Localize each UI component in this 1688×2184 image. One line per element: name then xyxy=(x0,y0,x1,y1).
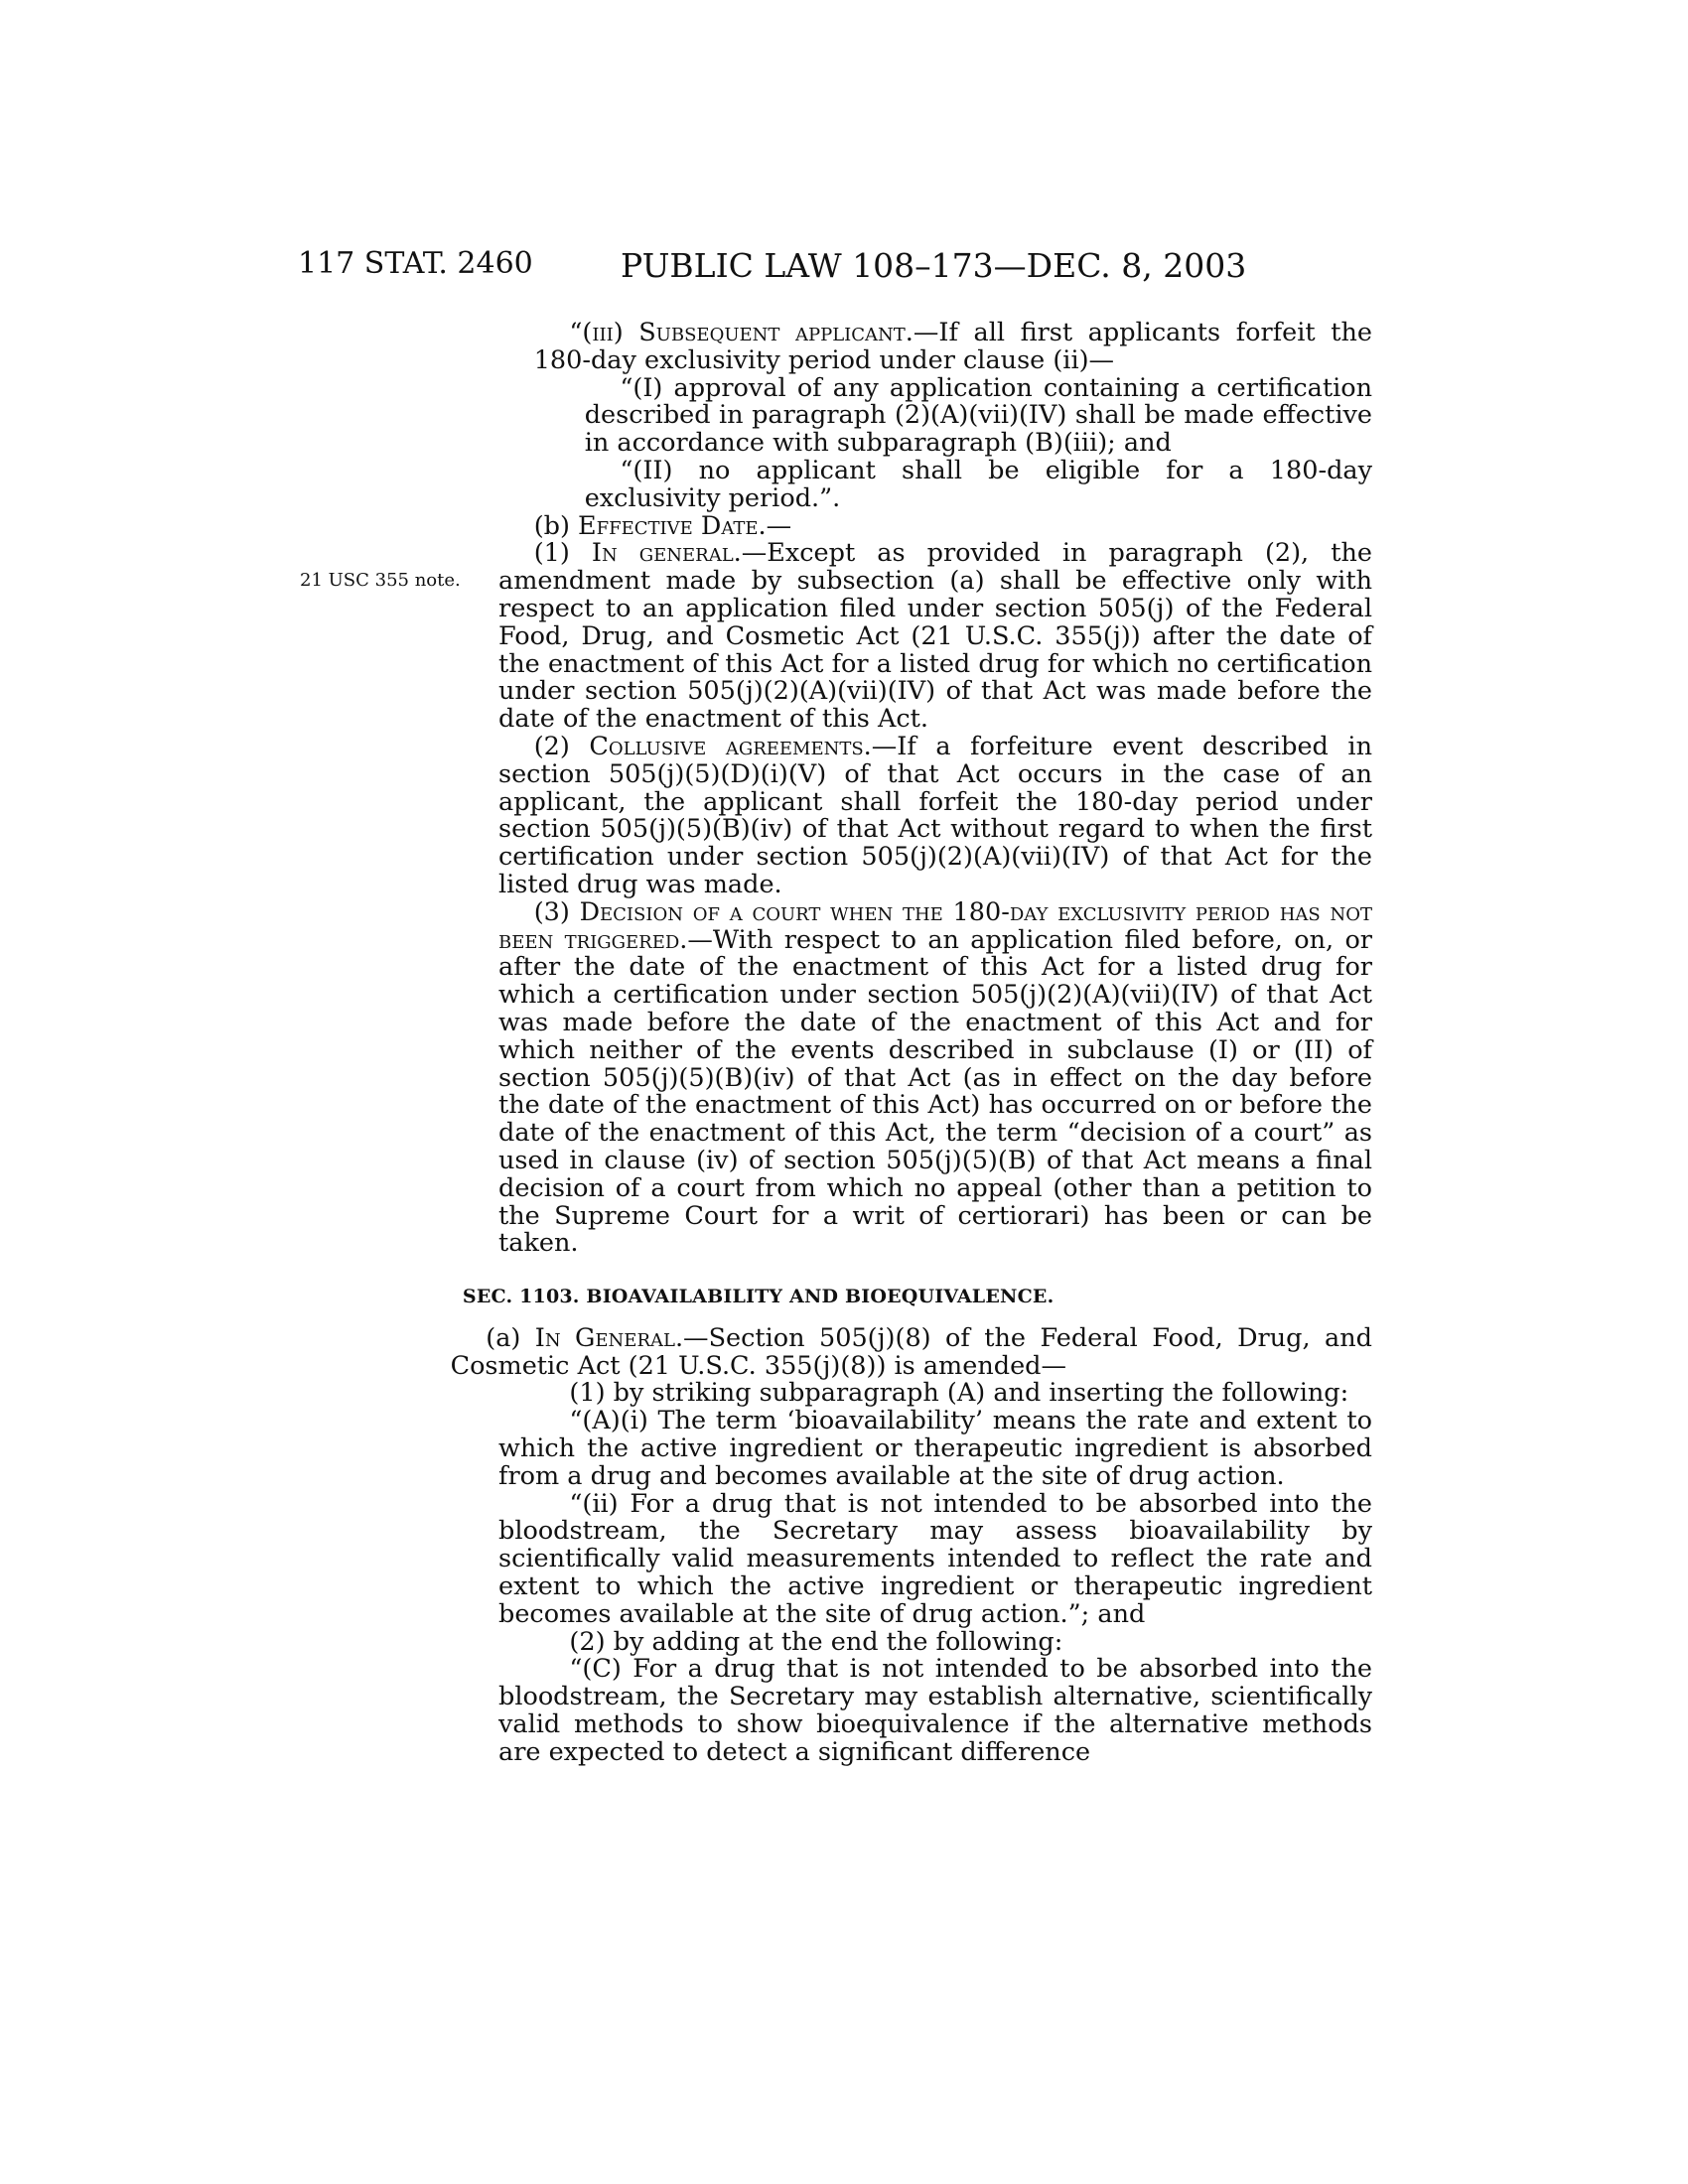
paragraph-lead: Collusive agreements.— xyxy=(589,731,898,761)
clause-lead: “(iii) Subsequent applicant.— xyxy=(569,318,939,347)
paragraph-3-decision-of-court xyxy=(498,896,1373,1259)
bioavailability-definition-ii: “(ii) For a drug that is not intended to be absorbed into the bloodstream, the Secretary may assess bioavailability by scientifically valid measurements intended to reflect the rate and extent to which the active ingredient or therapeutic ingredient becomes available at the site of drug action.”; and xyxy=(498,1488,1372,1629)
paragraph-prefix: (2) xyxy=(533,731,590,761)
paragraph-text: If a forfeiture event described in section 505(j)(5)(D)(i)(V) of that Act occurs in the case of an applicant, the applicant shall forfeit the 180-day period under section 505(j)(5)(B)(iv) of that Act without regard to when the first certification under section 505(j)(2)(A)(vii)(IV) of that Act for the listed drug was made. xyxy=(498,731,1372,899)
subsection-lead: Effective Date.— xyxy=(578,510,792,541)
section-1103-heading: SEC. 1103. BIOAVAILABILITY AND BIOEQUIVALENCE. xyxy=(462,1286,1055,1308)
paragraph-1-in-general xyxy=(498,540,1372,734)
margin-note: 21 USC 355 note. xyxy=(300,570,461,591)
subsection-prefix: (b) xyxy=(533,510,579,541)
paragraph-lead: In general.— xyxy=(591,538,768,569)
bioavailability-definition-i: “(A)(i) The term ‘bioavailability’ means the rate and extent to which the active ingredient or therapeutic ingredient is absorbed from a drug and becomes available at the site of drug action. xyxy=(498,1406,1372,1491)
subsection-b-effective-date xyxy=(498,510,1372,541)
subsection-a-in-general xyxy=(450,1322,1372,1381)
subclause-II: “(II) no applicant shall be eligible for a 180-day exclusivity period.”. xyxy=(584,455,1372,513)
page-header xyxy=(0,246,1688,296)
paragraph-prefix: (3) xyxy=(533,896,580,927)
paragraph-prefix: (1) xyxy=(533,538,592,569)
public-law-title: PUBLIC LAW 108–173—DEC. 8, 2003 xyxy=(621,246,1247,285)
document-body xyxy=(450,318,1373,1767)
amendment-paragraph-1: (1) by striking subparagraph (A) and inserting the following: xyxy=(569,1378,1349,1409)
clause-iii-subsequent-applicant xyxy=(498,320,1372,375)
subsection-text: Section 505(j)(8) of the Federal Food, Drug, and Cosmetic Act (21 U.S.C. 355(j)(8)) is amended— xyxy=(450,1322,1372,1381)
paragraph-2-collusive-agreements xyxy=(498,731,1372,899)
subclause-I: “(I) approval of any application containing a certification described in paragraph (2)(A)(vii)(IV) shall be made effective in accordance with subparagraph (B)(iii); and xyxy=(584,372,1372,459)
subsection-lead: In General.— xyxy=(534,1322,709,1353)
statute-page-reference: 117 STAT. 2460 xyxy=(298,246,533,281)
paragraph-text: With respect to an application filed before, on, or after the date of the enactment of this Act for a listed drug for which a certification under section 505(j)(2)(A)(vii)(IV) of that Act was made before the date of the enactment of this Act and for which neither of the events described in subclause (I) or (II) of section 505(j)(5)(B)(iv) of that Act (as in effect on the day before the date of the enactment of this Act) has occurred on or before the date of the enactment of this Act, the term “decision of a court” as used in clause (iv) of section 505(j)(5)(B) of that Act means a final decision of a court from which no appeal (other than a petition to the Supreme Court for a writ of certiorari) has been or can be taken. xyxy=(498,924,1372,1259)
subparagraph-C-bioequivalence: “(C) For a drug that is not intended to be absorbed into the bloodstream, the Secretary may establish alternative, scientifically valid methods to show bioequivalence if the alternative methods are expected to detect a significant difference xyxy=(498,1654,1372,1767)
paragraph-text: Except as provided in paragraph (2), the amendment made by subsection (a) shall be effective only with respect to an application filed under section 505(j) of the Federal Food, Drug, and Cosmetic Act (21 U.S.C. 355(j)) after the date of the enactment of this Act for a listed drug for which no certification under section 505(j)(2)(A)(vii)(IV) of that Act was made before the date of the enactment of this Act. xyxy=(498,538,1372,735)
paragraph-lead: Decision of a court when the 180-day exclusivity period has not been triggered.— xyxy=(498,896,1373,955)
amendment-paragraph-2: (2) by adding at the end the following: xyxy=(569,1626,1063,1657)
clause-text: If all first applicants forfeit the 180-day exclusivity period under clause (ii)— xyxy=(533,318,1372,375)
subsection-prefix: (a) xyxy=(486,1322,535,1353)
